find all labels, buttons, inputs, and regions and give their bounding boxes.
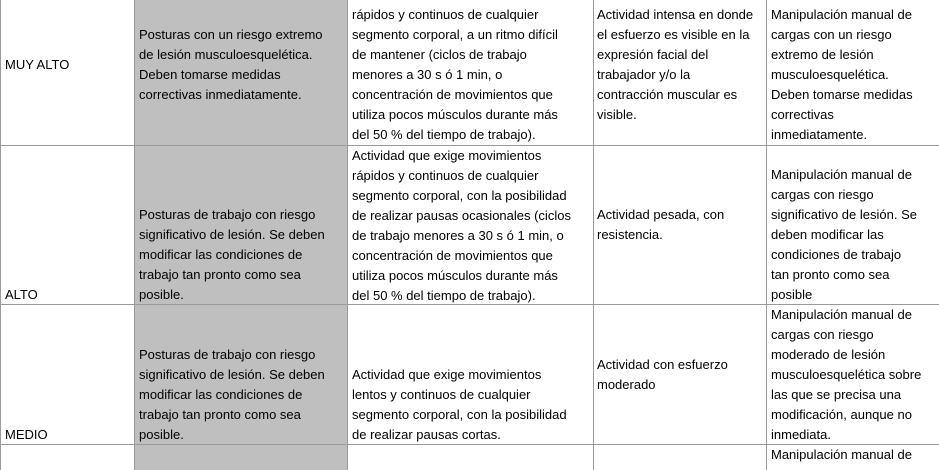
esfuerzo-cell: Actividad intensa en donde el esfuerzo es visible en la expresión facial del trabajador y/o la contracción muscular es visible. [597,7,754,122]
posturas-cell: Posturas de trabajo con riesgo significativo de lesión. Se deben modificar las condiciones de trabajo tan pronto como sea posible. [139,347,325,442]
esfuerzo-cell: Actividad pesada, con resistencia. [597,207,725,242]
cargas-cell: Manipulación manual de [771,447,912,462]
movimientos-cell: rápidos y continuos de cualquier segmento corporal, a un ritmo difícil de mantener (ciclos de trabajo menores a 30 s ó 1 min, o concentración de movimientos que utiliza pocos músculos durante más del 50 % del tiempo de trabajo). [352,7,558,142]
cargas-cell: Manipulación manual de cargas con riesgo significativo de lesión. Se deben modificar las condiciones de trabajo tan pronto como sea posible [771,167,917,302]
level-label-medio: MEDIO [5,427,48,442]
level-label-muy-alto: MUY ALTO [5,57,70,72]
grid-line [593,0,594,470]
movimientos-cell: Actividad que exige movimientos rápidos y continuos de cualquier segmento corporal, con la posibilidad de realizar pausas ocasionales (ciclos de trabajo menores a 30 s ó 1 min, o concentración de movimientos que utiliza pocos músculos durante más del 50 % del tiempo de trabajo). [352,148,571,303]
grid-line [766,0,767,470]
posturas-cell: Posturas con un riesgo extremo de lesión musculoesquelética. Deben tomarse medidas correctivas inmediatamente. [139,27,323,102]
cargas-cell: Manipulación manual de cargas con riesgo moderado de lesión musculoesquelética sobre las que se precisa una modificación, aunque no inmediata. [771,307,922,442]
cargas-cell: Manipulación manual de cargas con un riesgo extremo de lesión musculoesquelética. Deben tomarse medidas correctivas inmediatamente. [771,7,913,142]
grid-line [347,0,348,470]
grid-line [0,0,1,470]
posturas-cell: Posturas de trabajo con riesgo significativo de lesión. Se deben modificar las condiciones de trabajo tan pronto como sea posible. [139,207,325,302]
esfuerzo-cell: Actividad con esfuerzo moderado [597,357,728,392]
grid-line [134,0,135,470]
level-label-alto: ALTO [5,287,38,302]
movimientos-cell: Actividad que exige movimientos lentos y continuos de cualquier segmento corporal, con la posibilidad de realizar pausas cortas. [352,367,567,442]
